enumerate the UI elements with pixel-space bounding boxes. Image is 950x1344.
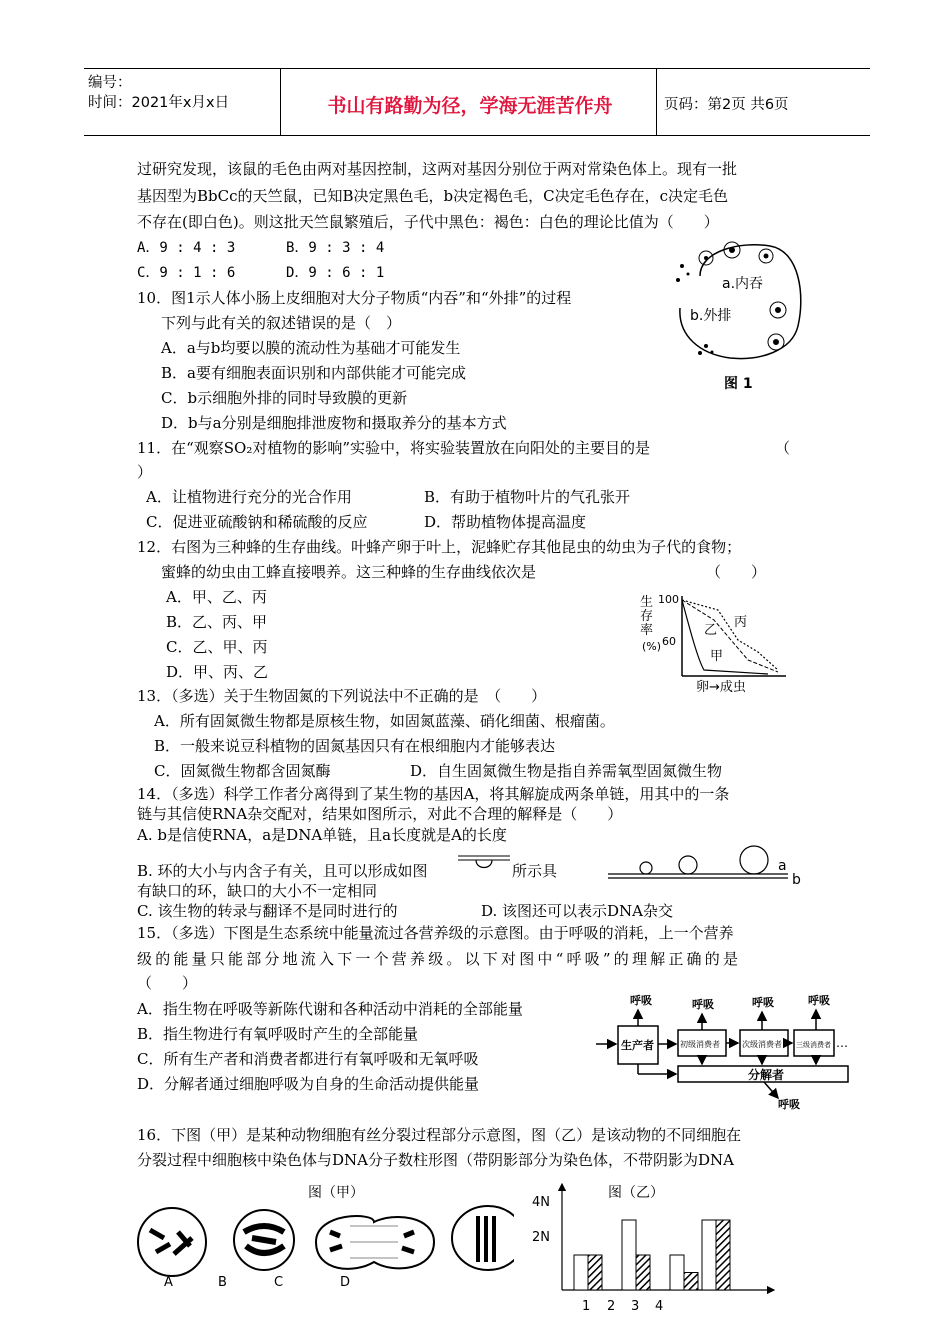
mitosis-cells-figure <box>134 1202 514 1294</box>
fig1-label-b: b.外排 <box>690 308 732 324</box>
q13-option-a: A．所有固氮微生物都是原核生物，如固氮蓝藻、硝化细菌、根瘤菌。 <box>154 712 615 730</box>
cell-label: C <box>274 1275 284 1290</box>
fig-label-b: b <box>792 872 801 888</box>
q10-option-b: B．a要有细胞表面识别和内部供能才可能完成 <box>161 364 466 382</box>
q15-paren: （ ） <box>137 974 198 992</box>
q12-stem: 12．右图为三种蜂的生存曲线。叶蜂产卵于叶上，泥蜂贮存其他昆虫的幼虫为子代的食物； <box>137 538 742 556</box>
survival-curve-chart <box>638 590 798 694</box>
q14-stem: 14．（多选）科学工作者分离得到了某生物的基因A，将其解旋成两条单链，用其中的一条 <box>137 785 730 803</box>
q10-option-d: D．b与a分别是细胞排泄废物和摄取养分的基本方式 <box>161 414 507 432</box>
ellipsis: … <box>836 1036 848 1050</box>
bar-chromosome-1 <box>588 1255 602 1290</box>
fig-label-a: a <box>778 858 787 874</box>
chromosome-shape <box>150 1230 192 1254</box>
q11-stem: 11．在“观察SO₂对植物的影响”实验中，将实验装置放在向阳处的主要目的是 <box>137 439 651 457</box>
y-tick-4n: 4N <box>532 1195 550 1210</box>
figure-jia-title: 图（甲） <box>308 1185 364 1201</box>
q9-line: 过研究发现，该鼠的毛色由两对基因控制，这两对基因分别位于两对常染色体上。现有一批 <box>137 160 738 178</box>
bar-chromosome-3 <box>684 1273 698 1291</box>
bar-chromosome-2 <box>636 1255 650 1290</box>
gapped-loop-icon <box>458 852 510 876</box>
q15-option-b: B．指生物进行有氧呼吸时产生的全部能量 <box>137 1025 419 1043</box>
bar-dna-3 <box>670 1255 684 1290</box>
header-meta <box>88 73 229 113</box>
page-info: 页码：第2页 共6页 <box>664 97 789 113</box>
respiration-label: 呼吸 <box>808 994 830 1007</box>
q16-stem: 16．下图（甲）是某种动物细胞有丝分裂过程部分示意图，图（乙）是该动物的不同细胞在 <box>137 1126 742 1144</box>
q14-option-b: 有缺口的环，缺口的大小不一定相同 <box>137 882 378 900</box>
x-tick-2: 2 <box>607 1299 616 1314</box>
q9-option-d: D．9 : 6 : 1 <box>286 265 385 281</box>
q13-option-c: C．固氮微生物都含固氮酶 <box>154 762 331 780</box>
chart-ylabel-part: 存 <box>640 609 654 624</box>
x-tick-3: 3 <box>631 1299 640 1314</box>
q9-option-c: C．9 : 1 : 6 <box>137 265 236 281</box>
q14-option-d: D. 该图还可以表示DNA杂交 <box>481 902 674 920</box>
hybridization-figure <box>606 840 811 888</box>
q12-option-c: C．乙、甲、丙 <box>166 638 268 656</box>
y-tick-2n: 2N <box>532 1230 550 1245</box>
header-divider <box>656 69 657 135</box>
respiration-label: 呼吸 <box>752 996 774 1009</box>
q13-option-b: B．一般来说豆科植物的固氮基因只有在根细胞内才能够表达 <box>154 737 556 755</box>
respiration-label: 呼吸 <box>692 998 714 1011</box>
bar-dna-1 <box>574 1255 588 1290</box>
tertiary-consumer-label: 三级消费者 <box>796 1041 831 1049</box>
code-label: 编号： <box>88 75 132 91</box>
q12-paren: （ ） <box>706 563 767 581</box>
chart-ylabel-part: (%) <box>642 640 662 653</box>
q12-option-b: B．乙、丙、甲 <box>166 613 268 631</box>
q11-option-d: D．帮助植物体提高温度 <box>424 513 587 531</box>
q15-option-c: C．所有生产者和消费者都进行有氧呼吸和无氧呼吸 <box>137 1050 479 1068</box>
respiration-label: 呼吸 <box>630 994 652 1007</box>
spindle-fiber <box>350 1226 398 1258</box>
q12-option-a: A．甲、乙、丙 <box>166 588 267 606</box>
curve-label-jia: 甲 <box>710 649 724 664</box>
q9-line: 不存在(即白色)。则这批天竺鼠繁殖后，子代中黑色：褐色：白色的理论比值为（ ） <box>137 213 719 231</box>
q14-option-c: C. 该生物的转录与翻译不是同时进行的 <box>137 902 398 920</box>
bar-dna-4 <box>702 1220 716 1290</box>
header-divider <box>280 69 281 135</box>
q15-stem: 级的能量只能部分地流入下一个营养级。以下对图中“呼吸”的理解正确的是 <box>137 950 742 968</box>
figure-1-endocytosis <box>670 236 810 396</box>
q16-stem: 分裂过程中细胞核中染色体与DNA分子数柱形图（带阴影部分为染色体，不带阴影为DNA <box>137 1151 734 1169</box>
q14-option-b: B. 环的大小与内含子有关，且可以形成如图 <box>137 862 428 880</box>
chart-xlabel: 卵→成虫 <box>696 680 746 694</box>
q11-option-a: A．让植物进行充分的光合作用 <box>146 488 352 506</box>
q15-stem: 15．（多选）下图是生态系统中能量流过各营养级的示意图。由于呼吸的消耗，上一个营养 <box>137 924 734 942</box>
figure-yi-title: 图（乙） <box>608 1185 664 1201</box>
q14-option-a: A. b是信使RNA，a是DNA单链，且a长度就是A的长度 <box>137 826 507 844</box>
q10-stem: 下列与此有关的叙述错误的是（ ） <box>161 314 402 332</box>
chart-ylabel-part: 率 <box>640 623 654 638</box>
chromosome-shape <box>244 1226 284 1253</box>
q10-option-a: A．a与b均要以膜的流动性为基础才可能发生 <box>161 339 461 357</box>
curve-label-bing: 丙 <box>734 615 748 630</box>
q15-option-d: D．分解者通过细胞呼吸为自身的生命活动提供能量 <box>137 1075 480 1093</box>
cell-label: D <box>340 1275 351 1290</box>
time-label: 时间：2021年x月x日 <box>88 95 230 111</box>
q11-option-b: B．有助于植物叶片的气孔张开 <box>424 488 631 506</box>
y-tick-100: 100 <box>658 593 679 606</box>
curve-yi <box>682 600 778 672</box>
curve-label-yi: 乙 <box>704 623 718 638</box>
chromosome-shape <box>478 1216 494 1262</box>
bar-chromosome-4 <box>716 1220 730 1290</box>
q12-option-d: D．甲、丙、乙 <box>166 663 269 681</box>
y-tick-60: 60 <box>662 635 676 648</box>
q11-paren-open: （ <box>775 439 791 457</box>
producer-label: 生产者 <box>621 1039 654 1052</box>
cell-label: B <box>218 1275 227 1290</box>
chromosome-dna-bar-chart <box>524 1178 780 1318</box>
q10-option-c: C．b示细胞外排的同时导致膜的更新 <box>161 389 408 407</box>
energy-flow-diagram <box>594 992 850 1114</box>
q15-option-a: A．指生物在呼吸等新陈代谢和各种活动中消耗的全部能量 <box>137 1000 523 1018</box>
fig1-caption: 图 1 <box>724 376 753 392</box>
bar-dna-2 <box>622 1220 636 1290</box>
q9-option-a: A．9 : 4 : 3 <box>137 240 236 256</box>
header-motto: 书山有路勤为径，学海无涯苦作舟 <box>327 95 613 117</box>
q11-option-c: C．促进亚硫酸钠和稀硫酸的反应 <box>146 513 368 531</box>
secondary-consumer-label: 次级消费者 <box>742 1040 782 1049</box>
page-header <box>84 68 870 136</box>
q11-paren-close: ） <box>137 463 153 481</box>
q10-stem: 10．图1示人体小肠上皮细胞对大分子物质“内吞”和“外排”的过程 <box>137 289 572 307</box>
fig1-label-a: a.内吞 <box>722 276 764 292</box>
x-tick-4: 4 <box>655 1299 664 1314</box>
respiration-label: 呼吸 <box>778 1098 800 1111</box>
q13-option-d: D．自生固氮微生物是指自养需氧型固氮微生物 <box>410 762 723 780</box>
x-tick-1: 1 <box>582 1299 591 1314</box>
primary-consumer-label: 初级消费者 <box>680 1040 720 1049</box>
chart-ylabel-part: 生 <box>640 595 654 610</box>
q9-line: 基因型为BbCc的天竺鼠，已知B决定黑色毛，b决定褐色毛，C决定毛色存在，c决定毛色 <box>137 187 729 205</box>
cell-label: A <box>164 1275 173 1290</box>
q14-stem: 链与其信使RNA杂交配对，结果如图所示，对此不合理的解释是（ ） <box>137 805 623 823</box>
q12-stem: 蜜蜂的幼虫由工蜂直接喂养。这三种蜂的生存曲线依次是 <box>161 563 537 581</box>
q9-option-b: B．9 : 3 : 4 <box>286 240 385 256</box>
decomposer-label: 分解者 <box>748 1068 785 1082</box>
q13-stem: 13．（多选）关于生物固氮的下列说法中不正确的是 （ ） <box>137 687 547 705</box>
q14-option-b: 所示具 <box>512 862 558 880</box>
curve-bing <box>682 600 778 670</box>
